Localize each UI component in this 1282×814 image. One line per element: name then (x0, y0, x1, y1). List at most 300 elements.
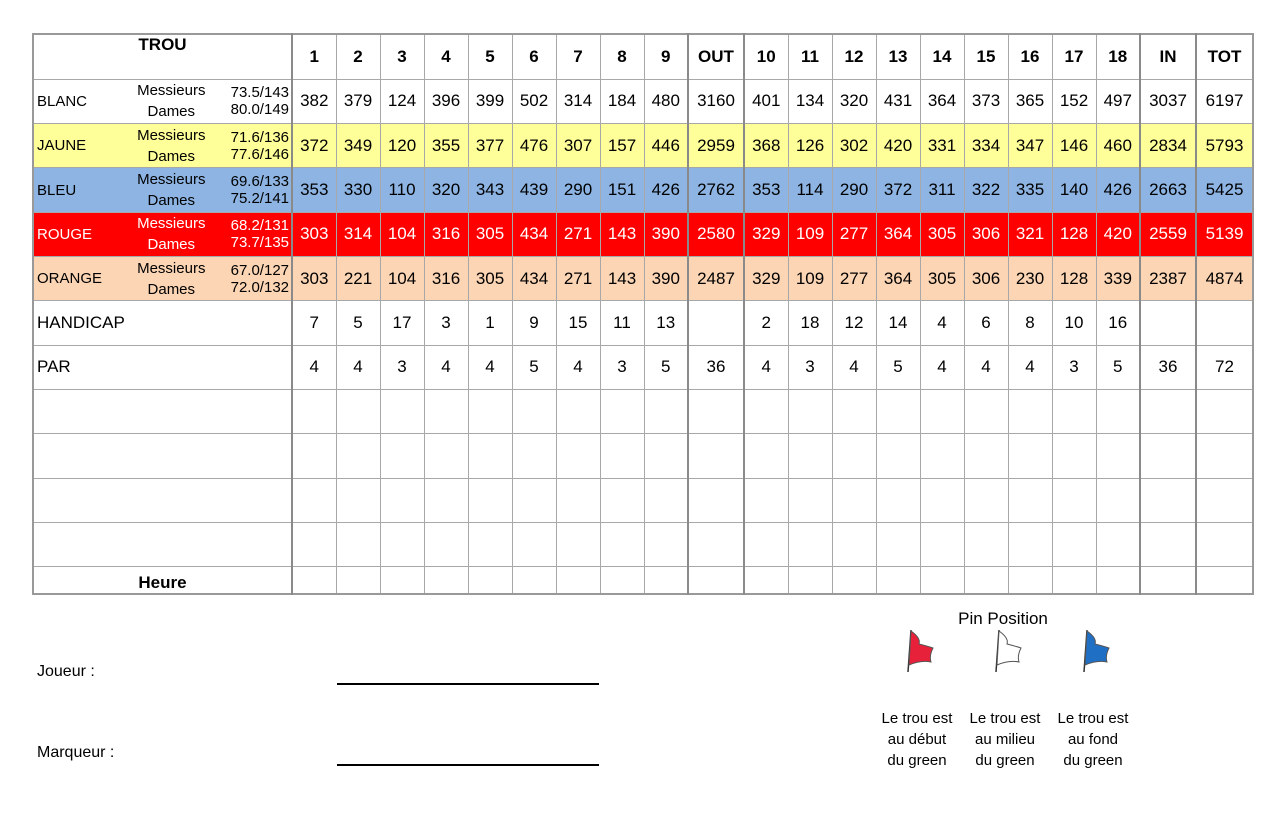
heure-cell[interactable] (744, 567, 788, 594)
score-cell[interactable] (424, 390, 468, 434)
tee-row-bleu (33, 168, 1253, 212)
tee-row-orange (33, 257, 1253, 301)
men-label: Messieurs (137, 126, 206, 144)
hole-distance: 146 (1052, 124, 1096, 168)
grand-total: 4874 (1196, 257, 1253, 301)
grand-total: 5425 (1196, 168, 1253, 212)
hole-distance: 431 (876, 79, 920, 123)
pin-caption-line: au début (887, 731, 947, 748)
heure-cell[interactable] (1052, 567, 1096, 594)
hole-distance: 396 (424, 79, 468, 123)
out-total: 2487 (688, 257, 744, 301)
heure-cell[interactable] (1140, 567, 1196, 594)
score-cell[interactable] (644, 478, 688, 522)
par-value: 5 (512, 345, 556, 389)
hole-distance: 134 (788, 79, 832, 123)
women-label: Dames (147, 236, 196, 254)
hole-distance: 221 (336, 257, 380, 301)
hole-distance: 316 (424, 257, 468, 301)
hole-distance: 368 (744, 124, 788, 168)
par-row (33, 345, 1253, 389)
score-cell[interactable] (1196, 478, 1253, 522)
hole-distance: 339 (1096, 257, 1140, 301)
score-cell[interactable] (832, 390, 876, 434)
heure-cell[interactable] (788, 567, 832, 594)
hole-distance: 349 (336, 124, 380, 168)
score-cell[interactable] (1008, 522, 1052, 566)
score-cell[interactable] (964, 522, 1008, 566)
hole-distance: 128 (1052, 257, 1096, 301)
women-rating: 80.0/149 (230, 101, 289, 119)
score-cell[interactable] (1096, 522, 1140, 566)
heure-cell[interactable] (292, 567, 336, 594)
score-cell[interactable] (600, 434, 644, 478)
par-in: 36 (1140, 345, 1196, 389)
score-cell[interactable] (292, 390, 336, 434)
hole-distance: 329 (744, 257, 788, 301)
heure-cell[interactable] (1008, 567, 1052, 594)
hole-distance: 379 (336, 79, 380, 123)
hole-distance: 399 (468, 79, 512, 123)
hole-distance: 330 (336, 168, 380, 212)
score-cell[interactable] (920, 478, 964, 522)
tee-name: BLEU (37, 181, 77, 199)
hole-distance: 271 (556, 257, 600, 301)
score-cell[interactable] (336, 434, 380, 478)
hole-distance: 331 (920, 124, 964, 168)
out-total: 2762 (688, 168, 744, 212)
hole-distance: 497 (1096, 79, 1140, 123)
handicap-value: 14 (876, 301, 920, 345)
women-rating: 75.2/141 (230, 190, 289, 208)
score-cell[interactable] (1052, 434, 1096, 478)
grand-total: 6197 (1196, 79, 1253, 123)
par-value: 4 (832, 345, 876, 389)
hole-distance: 320 (424, 168, 468, 212)
hole-distance: 502 (512, 79, 556, 123)
hole-distance: 184 (600, 79, 644, 123)
score-cell[interactable] (1096, 390, 1140, 434)
score-cell[interactable] (1140, 390, 1196, 434)
heure-row (33, 567, 1253, 594)
par-value: 5 (644, 345, 688, 389)
score-cell[interactable] (380, 390, 424, 434)
score-cell[interactable] (876, 522, 920, 566)
hole-distance: 306 (964, 212, 1008, 256)
hole-distance: 303 (292, 212, 336, 256)
heure-cell[interactable] (556, 567, 600, 594)
score-cell[interactable] (688, 522, 744, 566)
score-cell[interactable] (788, 478, 832, 522)
hole-distance: 277 (832, 257, 876, 301)
score-cell[interactable] (832, 434, 876, 478)
score-cell[interactable] (556, 478, 600, 522)
score-cell[interactable] (424, 434, 468, 478)
par-value: 4 (1008, 345, 1052, 389)
score-cell[interactable] (876, 478, 920, 522)
score-cell[interactable] (600, 522, 644, 566)
handicap-label: HANDICAP (33, 301, 292, 345)
pin-position-title: Pin Position (958, 609, 1048, 628)
score-cell[interactable] (336, 522, 380, 566)
tee-label-cell (33, 124, 292, 168)
hole-distance: 152 (1052, 79, 1096, 123)
score-cell[interactable] (336, 478, 380, 522)
heure-cell[interactable] (688, 567, 744, 594)
score-row (33, 522, 1253, 566)
heure-cell[interactable] (1096, 567, 1140, 594)
hole-distance: 143 (600, 212, 644, 256)
score-cell[interactable] (832, 478, 876, 522)
hole-distance: 355 (424, 124, 468, 168)
header-hole: 15 (964, 34, 1008, 79)
par-value: 4 (424, 345, 468, 389)
hole-distance: 401 (744, 79, 788, 123)
score-row (33, 434, 1253, 478)
heure-cell[interactable] (424, 567, 468, 594)
hole-distance: 434 (512, 212, 556, 256)
par-value: 3 (600, 345, 644, 389)
header-hole: 14 (920, 34, 964, 79)
score-cell[interactable] (33, 390, 292, 434)
score-cell[interactable] (744, 390, 788, 434)
score-cell[interactable] (688, 478, 744, 522)
score-cell[interactable] (512, 390, 556, 434)
header-hole: 6 (512, 34, 556, 79)
hole-distance: 320 (832, 79, 876, 123)
hole-distance: 314 (336, 212, 380, 256)
in-total: 2559 (1140, 212, 1196, 256)
hole-distance: 124 (380, 79, 424, 123)
par-value: 3 (1052, 345, 1096, 389)
handicap-value: 6 (964, 301, 1008, 345)
score-cell[interactable] (512, 478, 556, 522)
player-signature-line[interactable] (337, 683, 599, 685)
score-cell[interactable] (876, 390, 920, 434)
heure-cell[interactable] (644, 567, 688, 594)
header-hole: 8 (600, 34, 644, 79)
score-cell[interactable] (33, 434, 292, 478)
score-cell[interactable] (920, 390, 964, 434)
pin-caption (1048, 708, 1138, 771)
hole-distance: 305 (468, 257, 512, 301)
hole-distance: 104 (380, 257, 424, 301)
score-cell[interactable] (688, 390, 744, 434)
hole-distance: 372 (292, 124, 336, 168)
hole-distance: 305 (920, 212, 964, 256)
tee-label-cell (33, 168, 292, 212)
score-cell[interactable] (1196, 434, 1253, 478)
score-cell[interactable] (644, 522, 688, 566)
hole-distance: 434 (512, 257, 556, 301)
heure-cell[interactable] (832, 567, 876, 594)
hole-distance: 420 (876, 124, 920, 168)
par-value: 4 (292, 345, 336, 389)
score-cell[interactable] (600, 478, 644, 522)
header-out: OUT (688, 34, 744, 79)
pin-caption-line: au milieu (974, 731, 1036, 748)
score-cell[interactable] (468, 390, 512, 434)
score-cell[interactable] (33, 478, 292, 522)
hole-distance: 335 (1008, 168, 1052, 212)
hole-distance: 420 (1096, 212, 1140, 256)
handicap-value: 10 (1052, 301, 1096, 345)
women-label: Dames (147, 192, 196, 210)
handicap-value: 9 (512, 301, 556, 345)
blue-flag-icon (1081, 628, 1111, 674)
handicap-row (33, 301, 1253, 345)
tee-label-cell (33, 212, 292, 256)
women-rating: 72.0/132 (230, 278, 289, 296)
men-label: Messieurs (137, 171, 206, 189)
hole-distance: 140 (1052, 168, 1096, 212)
score-cell[interactable] (1008, 434, 1052, 478)
score-cell[interactable] (876, 434, 920, 478)
score-cell[interactable] (744, 434, 788, 478)
score-cell[interactable] (788, 522, 832, 566)
hole-distance: 316 (424, 212, 468, 256)
score-cell[interactable] (556, 434, 600, 478)
par-value: 4 (920, 345, 964, 389)
men-label: Messieurs (137, 82, 206, 100)
men-rating: 73.5/143 (230, 84, 289, 102)
score-cell[interactable] (1140, 434, 1196, 478)
header-row (33, 34, 1253, 79)
score-cell[interactable] (920, 522, 964, 566)
header-hole: 9 (644, 34, 688, 79)
men-rating: 69.6/133 (230, 173, 289, 191)
hole-distance: 426 (644, 168, 688, 212)
header-hole: 4 (424, 34, 468, 79)
score-cell[interactable] (644, 390, 688, 434)
par-value: 4 (744, 345, 788, 389)
header-in: IN (1140, 34, 1196, 79)
heure-cell[interactable] (468, 567, 512, 594)
score-cell[interactable] (1052, 478, 1096, 522)
hole-distance: 439 (512, 168, 556, 212)
tee-row-rouge (33, 212, 1253, 256)
hole-distance: 311 (920, 168, 964, 212)
hole-distance: 109 (788, 212, 832, 256)
par-value: 3 (788, 345, 832, 389)
heure-cell[interactable] (600, 567, 644, 594)
score-cell[interactable] (964, 434, 1008, 478)
score-cell[interactable] (512, 522, 556, 566)
header-trou: TROU (33, 34, 292, 79)
heure-cell[interactable] (512, 567, 556, 594)
handicap-value: 8 (1008, 301, 1052, 345)
women-label: Dames (147, 103, 196, 121)
hole-distance: 157 (600, 124, 644, 168)
score-cell[interactable] (1052, 390, 1096, 434)
men-label: Messieurs (137, 215, 206, 233)
score-cell[interactable] (336, 390, 380, 434)
heure-cell[interactable] (1196, 567, 1253, 594)
score-cell[interactable] (468, 434, 512, 478)
hole-distance: 364 (876, 257, 920, 301)
score-cell[interactable] (1140, 522, 1196, 566)
score-cell[interactable] (424, 522, 468, 566)
hole-distance: 302 (832, 124, 876, 168)
header-hole: 12 (832, 34, 876, 79)
grand-total: 5793 (1196, 124, 1253, 168)
marker-signature-line[interactable] (337, 764, 599, 766)
handicap-out (688, 301, 744, 345)
handicap-value: 3 (424, 301, 468, 345)
hole-distance: 347 (1008, 124, 1052, 168)
par-value: 4 (556, 345, 600, 389)
men-label: Messieurs (137, 259, 206, 277)
par-out: 36 (688, 345, 744, 389)
header-hole: 10 (744, 34, 788, 79)
player-label: Joueur : (37, 663, 95, 680)
score-cell[interactable] (1140, 478, 1196, 522)
hole-distance: 426 (1096, 168, 1140, 212)
hole-distance: 390 (644, 257, 688, 301)
handicap-value: 1 (468, 301, 512, 345)
header-hole: 2 (336, 34, 380, 79)
hole-distance: 126 (788, 124, 832, 168)
men-rating: 68.2/131 (230, 217, 289, 235)
hole-distance: 321 (1008, 212, 1052, 256)
hole-distance: 364 (876, 212, 920, 256)
tee-row-jaune (33, 124, 1253, 168)
score-cell[interactable] (556, 522, 600, 566)
handicap-value: 13 (644, 301, 688, 345)
score-cell[interactable] (964, 390, 1008, 434)
in-total: 2834 (1140, 124, 1196, 168)
hole-distance: 353 (744, 168, 788, 212)
marker-label: Marqueur : (37, 744, 115, 761)
handicap-value: 2 (744, 301, 788, 345)
tee-label-cell (33, 79, 292, 123)
score-cell[interactable] (688, 434, 744, 478)
pin-caption-line: du green (887, 752, 947, 769)
heure-cell[interactable] (380, 567, 424, 594)
pin-caption (960, 708, 1050, 771)
hole-distance: 446 (644, 124, 688, 168)
scorecard-table (32, 33, 1254, 595)
score-cell[interactable] (380, 478, 424, 522)
women-label: Dames (147, 280, 196, 298)
hole-distance: 460 (1096, 124, 1140, 168)
score-cell[interactable] (1008, 390, 1052, 434)
out-total: 2959 (688, 124, 744, 168)
hole-distance: 305 (468, 212, 512, 256)
pin-caption-line: Le trou est (881, 710, 953, 727)
score-cell[interactable] (1096, 478, 1140, 522)
score-cell[interactable] (380, 522, 424, 566)
score-cell[interactable] (744, 522, 788, 566)
score-cell[interactable] (744, 478, 788, 522)
score-cell[interactable] (788, 390, 832, 434)
score-cell[interactable] (1008, 478, 1052, 522)
tee-name: ORANGE (37, 270, 103, 288)
hole-distance: 104 (380, 212, 424, 256)
header-hole: 5 (468, 34, 512, 79)
hole-distance: 306 (964, 257, 1008, 301)
score-cell[interactable] (556, 390, 600, 434)
hole-distance: 114 (788, 168, 832, 212)
men-rating: 71.6/136 (230, 128, 289, 146)
hole-distance: 307 (556, 124, 600, 168)
hole-distance: 110 (380, 168, 424, 212)
handicap-value: 15 (556, 301, 600, 345)
score-cell[interactable] (1196, 390, 1253, 434)
score-cell[interactable] (292, 478, 336, 522)
score-cell[interactable] (380, 434, 424, 478)
hole-distance: 271 (556, 212, 600, 256)
hole-distance: 372 (876, 168, 920, 212)
pin-caption-line: du green (975, 752, 1035, 769)
score-cell[interactable] (1096, 434, 1140, 478)
score-cell[interactable] (788, 434, 832, 478)
score-cell[interactable] (600, 390, 644, 434)
score-cell[interactable] (832, 522, 876, 566)
heure-cell[interactable] (876, 567, 920, 594)
score-cell[interactable] (33, 522, 292, 566)
heure-cell[interactable] (964, 567, 1008, 594)
heure-cell[interactable] (920, 567, 964, 594)
score-cell[interactable] (468, 522, 512, 566)
hole-distance: 476 (512, 124, 556, 168)
par-value: 5 (1096, 345, 1140, 389)
par-value: 4 (964, 345, 1008, 389)
score-cell[interactable] (644, 434, 688, 478)
handicap-value: 17 (380, 301, 424, 345)
header-hole: 3 (380, 34, 424, 79)
hole-distance: 277 (832, 212, 876, 256)
score-cell[interactable] (292, 522, 336, 566)
header-hole: 17 (1052, 34, 1096, 79)
par-tot: 72 (1196, 345, 1253, 389)
handicap-value: 16 (1096, 301, 1140, 345)
out-total: 3160 (688, 79, 744, 123)
hole-distance: 343 (468, 168, 512, 212)
par-value: 3 (380, 345, 424, 389)
pin-caption-line: du green (1063, 752, 1123, 769)
hole-distance: 290 (556, 168, 600, 212)
score-cell[interactable] (424, 478, 468, 522)
tee-name: ROUGE (37, 225, 93, 243)
score-cell[interactable] (920, 434, 964, 478)
hole-distance: 314 (556, 79, 600, 123)
tee-row-blanc (33, 79, 1253, 123)
hole-distance: 480 (644, 79, 688, 123)
score-cell[interactable] (1196, 522, 1253, 566)
hole-distance: 377 (468, 124, 512, 168)
score-cell[interactable] (468, 478, 512, 522)
heure-cell[interactable] (336, 567, 380, 594)
hole-distance: 143 (600, 257, 644, 301)
par-value: 4 (468, 345, 512, 389)
score-cell[interactable] (1052, 522, 1096, 566)
score-cell[interactable] (512, 434, 556, 478)
header-hole: 7 (556, 34, 600, 79)
header-hole: 1 (292, 34, 336, 79)
hole-distance: 303 (292, 257, 336, 301)
hole-distance: 353 (292, 168, 336, 212)
hole-distance: 120 (380, 124, 424, 168)
score-cell[interactable] (292, 434, 336, 478)
handicap-value: 4 (920, 301, 964, 345)
score-cell[interactable] (964, 478, 1008, 522)
out-total: 2580 (688, 212, 744, 256)
handicap-value: 11 (600, 301, 644, 345)
header-hole: 18 (1096, 34, 1140, 79)
header-tot: TOT (1196, 34, 1253, 79)
red-flag-icon (905, 628, 935, 674)
